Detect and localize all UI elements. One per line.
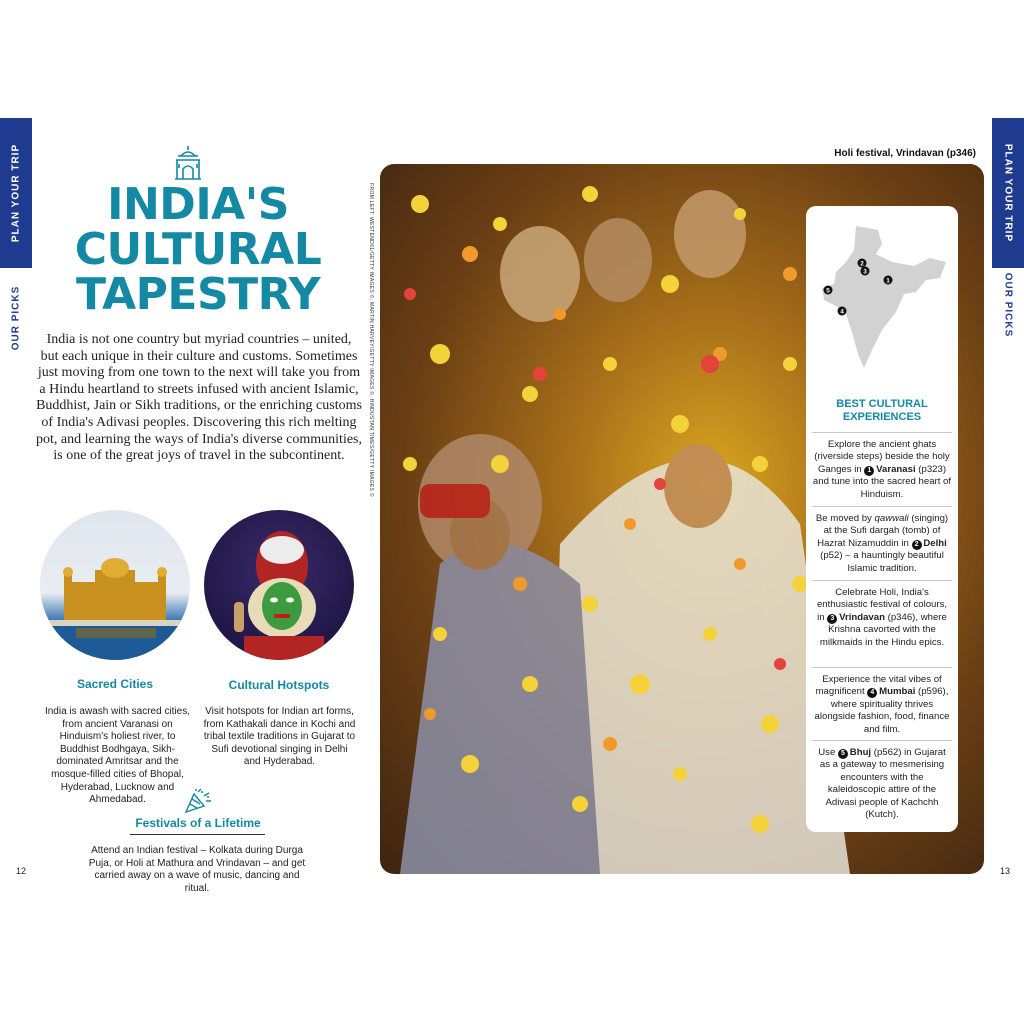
temple-icon bbox=[172, 145, 204, 181]
plan-your-trip-tab-left[interactable] bbox=[0, 118, 32, 268]
intro-paragraph: India is not one country but myriad countries – united, but each unique in their culture and customs. Sometimes just moving from one town to the next will take you from a Hindu heartland to streets infused with ancient Islamic, Buddhist, Jain or Sikh traditions, or the enriching customs of India's Adivasi peoples. Discovering this rich melting pot, and learning the ways of India's diverse communities, is one of the great joys of travel in the subcontinent. bbox=[36, 332, 362, 464]
experience-text: Be moved by bbox=[815, 513, 875, 524]
kathakali-dancer-photo bbox=[204, 510, 354, 660]
panel-divider bbox=[812, 506, 952, 507]
panel-divider bbox=[812, 580, 952, 581]
photo-caption: Holi festival, Vrindavan (p346) bbox=[834, 148, 976, 159]
party-popper-icon bbox=[182, 788, 212, 814]
photo-credit: FROM LEFT: WESTEND61/GETTY IMAGES ©, MARTIN HARVEY/GETTY IMAGES ©, HINDUSTAN TIMES/GETTY IMAGES © bbox=[368, 183, 374, 497]
page-title bbox=[40, 179, 356, 320]
place-name: Mumbai bbox=[879, 686, 916, 698]
experience-text: (p323) and tune into the sacred heart of Hinduism. bbox=[812, 463, 952, 500]
our-picks-label-right: OUR PICKS bbox=[1002, 272, 1014, 338]
panel-heading-line-1: BEST CULTURAL bbox=[836, 398, 928, 410]
number-badge: 1 bbox=[864, 466, 874, 476]
map-marker-1-label: 1 bbox=[886, 277, 890, 285]
experience-vrindavan bbox=[812, 587, 952, 649]
festivals-divider bbox=[130, 834, 265, 835]
experience-text: (p52) – a hauntingly beautiful Islamic tradition. bbox=[820, 550, 944, 574]
map-marker-5-label: 5 bbox=[826, 287, 830, 295]
title-line-3: TAPESTRY bbox=[76, 269, 320, 320]
sacred-cities-heading: Sacred Cities bbox=[76, 677, 154, 691]
number-badge: 3 bbox=[827, 614, 837, 624]
panel-heading bbox=[806, 398, 958, 424]
experience-varanasi bbox=[812, 439, 952, 501]
our-picks-label-left: OUR PICKS bbox=[10, 285, 22, 351]
cultural-hotspots-text: Visit hotspots for Indian art forms, from Kathakali dance in Kochi and tribal textile traditions in Gujarat to Sufi devotional singing in Delhi and Hyderabad. bbox=[203, 706, 356, 768]
india-map bbox=[816, 222, 950, 372]
experience-text: (singing) at the Sufi dargah (tomb) of Hazrat Nizamuddin in bbox=[817, 513, 949, 549]
place-name: Delhi bbox=[923, 537, 947, 549]
place-name: Bhuj bbox=[849, 747, 872, 758]
plan-your-trip-tab-right[interactable] bbox=[992, 118, 1024, 268]
map-marker-4-label: 4 bbox=[840, 308, 844, 316]
experience-mumbai bbox=[812, 674, 952, 736]
number-badge: 2 bbox=[912, 540, 922, 550]
map-marker-3-label: 3 bbox=[863, 268, 867, 276]
panel-divider bbox=[812, 667, 952, 668]
title-line-1: INDIA'S bbox=[107, 179, 289, 230]
experience-bhuj bbox=[812, 747, 952, 821]
emphasis-text: qawwali bbox=[874, 513, 909, 524]
plan-your-trip-label: PLAN YOUR TRIP bbox=[10, 143, 22, 243]
place-name: Vrindavan bbox=[839, 611, 885, 623]
experience-text: (p596), where spirituality thrives alongside fashion, food, finance and film. bbox=[814, 686, 950, 735]
experience-text: Celebrate Holi, India's enthusiastic festival of colours, in bbox=[816, 587, 948, 623]
page-number-left: 12 bbox=[16, 866, 27, 876]
title-line-2: CULTURAL bbox=[74, 224, 322, 275]
plan-your-trip-label: PLAN YOUR TRIP bbox=[1002, 143, 1014, 243]
map-marker-2-label: 2 bbox=[860, 260, 864, 268]
experience-delhi bbox=[812, 513, 952, 575]
place-name: Varanasi bbox=[876, 463, 916, 475]
number-badge: 5 bbox=[838, 749, 848, 759]
cultural-hotspots-heading: Cultural Hotspots bbox=[228, 678, 330, 692]
experience-text: Use bbox=[818, 747, 838, 758]
panel-divider bbox=[812, 740, 952, 741]
experience-text: Experience the vital vibes of magnificent bbox=[815, 674, 942, 698]
page-number-right: 13 bbox=[1000, 866, 1011, 876]
experience-text: (p562) in Gujarat as a gateway to mesmerising encounters with the kaleidoscopic attire of the Adivasi people of Kachchh (Kutch). bbox=[819, 747, 946, 821]
number-badge: 4 bbox=[867, 688, 877, 698]
panel-divider bbox=[812, 432, 952, 433]
festivals-text: Attend an Indian festival – Kolkata during Durga Puja, or Holi at Mathura and Vrindavan – and get carried away on a wave of music, dancing and ritual. bbox=[88, 845, 306, 894]
festivals-heading: Festivals of a Lifetime bbox=[135, 816, 261, 830]
experience-text: Explore the ancient ghats (riverside steps) beside the holy Ganges in bbox=[814, 439, 950, 475]
experience-text: (p346), where Krishna cavorted with the milkmaids in the Hindu epics. bbox=[819, 611, 947, 648]
sacred-cities-text: India is awash with sacred cities, from ancient Varanasi on Hinduism's holiest river, to Buddhist Bodhgaya, Sikh-dominated Amritsar and the mosque-filled cities of Bhopal, Hyderabad, Lucknow and Ahmedabad. bbox=[44, 706, 191, 806]
golden-temple-photo bbox=[40, 510, 190, 660]
panel-heading-line-2: EXPERIENCES bbox=[842, 411, 922, 423]
